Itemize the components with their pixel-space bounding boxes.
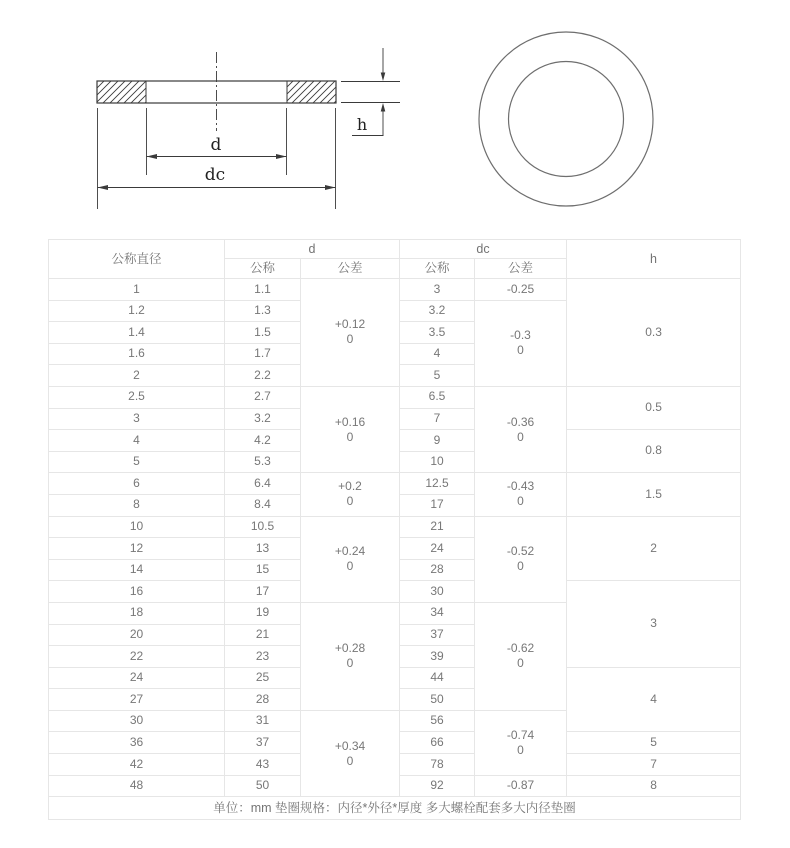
cell-nominal: 42 (49, 754, 225, 776)
cell-nominal: 36 (49, 732, 225, 754)
cell-dc: 44 (400, 667, 475, 689)
cell-nominal: 22 (49, 646, 225, 668)
arrow-left-icon (147, 154, 158, 159)
cell-dc-tolerance: -0.87 (475, 775, 567, 797)
cell-d: 31 (225, 710, 301, 732)
arrow-left-icon (98, 185, 109, 190)
cell-nominal: 8 (49, 494, 225, 516)
cell-h: 4 (567, 667, 741, 732)
washer-top-view-drawing (465, 15, 665, 225)
cell-h: 1.5 (567, 473, 741, 516)
cell-dc: 66 (400, 732, 475, 754)
cell-dc: 39 (400, 646, 475, 668)
col-header-d: d (225, 240, 400, 259)
cell-dc: 34 (400, 602, 475, 624)
cell-dc-tolerance: -0.3 0 (475, 300, 567, 386)
arrow-down-icon (381, 73, 386, 82)
cell-nominal: 27 (49, 689, 225, 711)
cell-nominal: 12 (49, 538, 225, 560)
cell-d: 21 (225, 624, 301, 646)
cell-nominal: 1.6 (49, 343, 225, 365)
cell-d: 1.7 (225, 343, 301, 365)
inner-circle (509, 62, 624, 177)
cell-h: 8 (567, 775, 741, 797)
cell-nominal: 1.2 (49, 300, 225, 322)
cell-nominal: 2 (49, 365, 225, 387)
cell-dc: 6.5 (400, 386, 475, 408)
cell-h: 7 (567, 754, 741, 776)
units-note: 单位：mm 垫圈规格：内径*外径*厚度 多大螺栓配套多大内径垫圈 (49, 797, 741, 820)
cell-dc-tolerance: -0.74 0 (475, 710, 567, 775)
cell-d: 1.3 (225, 300, 301, 322)
subheader-d-tolerance: 公差 (301, 259, 400, 279)
cell-d: 13 (225, 538, 301, 560)
cell-d: 17 (225, 581, 301, 603)
cell-dc: 5 (400, 365, 475, 387)
cell-d: 43 (225, 754, 301, 776)
cell-dc: 56 (400, 710, 475, 732)
cell-dc-tolerance: -0.43 0 (475, 473, 567, 516)
cell-dc: 4 (400, 343, 475, 365)
label-dc: dc (204, 165, 226, 185)
subheader-d-nominal: 公称 (225, 259, 301, 279)
col-header-nominal-diameter: 公称直径 (49, 240, 225, 279)
cell-nominal: 4 (49, 430, 225, 452)
cell-d: 6.4 (225, 473, 301, 495)
cell-dc: 3 (400, 279, 475, 301)
cell-dc-tolerance: -0.25 (475, 279, 567, 301)
subheader-dc-nominal: 公称 (400, 259, 475, 279)
cell-nominal: 1.4 (49, 322, 225, 344)
cell-nominal: 1 (49, 279, 225, 301)
cell-h: 3 (567, 581, 741, 667)
cell-dc: 9 (400, 430, 475, 452)
cell-nominal: 18 (49, 602, 225, 624)
cell-d: 28 (225, 689, 301, 711)
cell-dc: 37 (400, 624, 475, 646)
cell-d-tolerance: +0.28 0 (301, 602, 400, 710)
cell-dc: 17 (400, 494, 475, 516)
col-header-dc: dc (400, 240, 567, 259)
cell-nominal: 24 (49, 667, 225, 689)
footer-row (49, 797, 741, 820)
cell-h: 0.5 (567, 386, 741, 429)
cell-d: 2.7 (225, 386, 301, 408)
cell-d: 5.3 (225, 451, 301, 473)
cell-dc: 50 (400, 689, 475, 711)
cell-dc: 21 (400, 516, 475, 538)
cell-dc: 28 (400, 559, 475, 581)
cell-d: 23 (225, 646, 301, 668)
cell-d: 2.2 (225, 365, 301, 387)
cell-d: 37 (225, 732, 301, 754)
arrow-right-icon (325, 185, 336, 190)
cell-nominal: 16 (49, 581, 225, 603)
hatch-right (287, 81, 336, 103)
cell-h: 2 (567, 516, 741, 581)
cell-h: 0.3 (567, 279, 741, 387)
washer-spec-table (48, 239, 741, 820)
outer-circle (479, 32, 653, 206)
cell-h: 0.8 (567, 430, 741, 473)
cell-nominal: 20 (49, 624, 225, 646)
cell-nominal: 6 (49, 473, 225, 495)
cell-d-tolerance: +0.34 0 (301, 710, 400, 796)
table-row (49, 473, 741, 495)
washer-section-drawing (60, 20, 410, 220)
cell-dc: 3.5 (400, 322, 475, 344)
cell-d: 3.2 (225, 408, 301, 430)
cell-d: 50 (225, 775, 301, 797)
cell-nominal: 5 (49, 451, 225, 473)
cell-d: 1.1 (225, 279, 301, 301)
dimension-h (341, 48, 400, 136)
cell-dc-tolerance: -0.36 0 (475, 386, 567, 472)
cell-dc-tolerance: -0.52 0 (475, 516, 567, 602)
cell-d: 10.5 (225, 516, 301, 538)
table-row (49, 516, 741, 538)
hatch-left (97, 81, 146, 103)
cell-dc-tolerance: -0.62 0 (475, 602, 567, 710)
cell-h: 5 (567, 732, 741, 754)
cell-dc: 92 (400, 775, 475, 797)
cell-nominal: 2.5 (49, 386, 225, 408)
cell-nominal: 30 (49, 710, 225, 732)
arrow-up-icon (381, 103, 386, 112)
cell-d-tolerance: +0.2 0 (301, 473, 400, 516)
cell-dc: 10 (400, 451, 475, 473)
cell-nominal: 14 (49, 559, 225, 581)
label-d: d (210, 135, 222, 155)
table-row (49, 279, 741, 301)
col-header-h: h (567, 240, 741, 279)
label-h: h (356, 115, 368, 134)
cell-dc: 7 (400, 408, 475, 430)
cell-nominal: 48 (49, 775, 225, 797)
cell-d: 15 (225, 559, 301, 581)
subheader-dc-tolerance: 公差 (475, 259, 567, 279)
cell-d-tolerance: +0.12 0 (301, 279, 400, 387)
cell-dc: 3.2 (400, 300, 475, 322)
cell-dc: 78 (400, 754, 475, 776)
washer-profile (97, 52, 336, 131)
cell-d-tolerance: +0.24 0 (301, 516, 400, 602)
cell-d: 8.4 (225, 494, 301, 516)
cell-d: 25 (225, 667, 301, 689)
cell-d: 19 (225, 602, 301, 624)
cell-d: 1.5 (225, 322, 301, 344)
cell-nominal: 10 (49, 516, 225, 538)
cell-dc: 30 (400, 581, 475, 603)
arrow-right-icon (276, 154, 287, 159)
cell-d-tolerance: +0.16 0 (301, 386, 400, 472)
table-row (49, 386, 741, 408)
header-row-1 (49, 240, 741, 259)
cell-d: 4.2 (225, 430, 301, 452)
cell-nominal: 3 (49, 408, 225, 430)
cell-dc: 24 (400, 538, 475, 560)
cell-dc: 12.5 (400, 473, 475, 495)
